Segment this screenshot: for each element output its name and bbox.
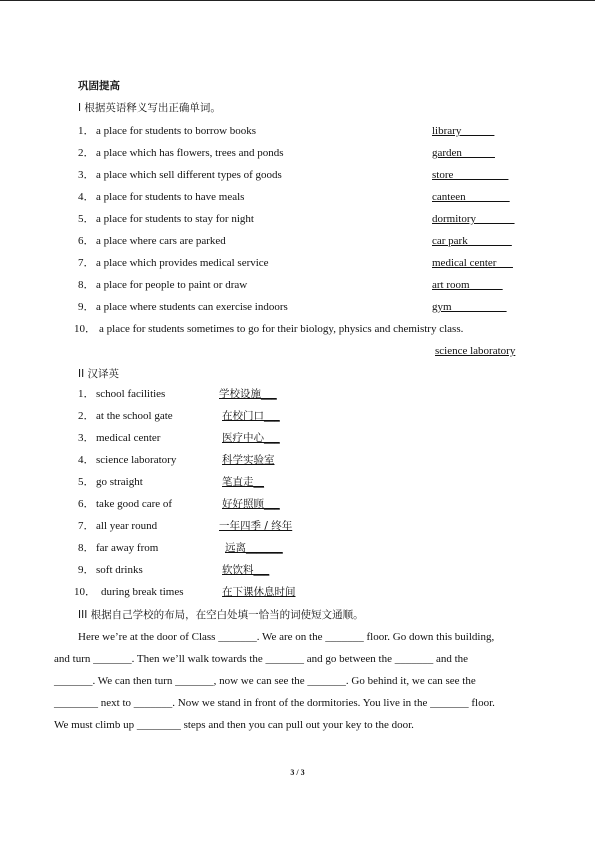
item-number: 5．: [78, 213, 95, 225]
item-number: 5．: [78, 476, 95, 488]
item-number: 6．: [78, 235, 95, 247]
part3-heading: III 根据自己学校的布局，在空白处填一恰当的词使短文通顺。: [78, 609, 364, 621]
passage-line: We must climb up ________ steps and then you can pull out your key to the door.: [54, 719, 414, 731]
english-phrase: soft drinks: [96, 564, 143, 576]
chinese-translation: 一年四季 / 终年: [219, 520, 293, 532]
section-title: 巩固提高: [78, 80, 120, 92]
english-phrase: during break times: [101, 586, 184, 598]
definition-text: a place where cars are parked: [96, 235, 226, 247]
item-number: 7．: [78, 520, 95, 532]
item-number: 7．: [78, 257, 95, 269]
chinese-translation: 好好照顾___: [222, 498, 280, 510]
definition-text: a place for students sometimes to go for their biology, physics and chemistry class.: [99, 323, 464, 335]
english-phrase: school facilities: [96, 388, 166, 400]
english-phrase: take good care of: [96, 498, 173, 510]
chinese-translation: 笔直走__: [222, 476, 264, 488]
definition-text: a place which has flowers, trees and ponds: [96, 147, 284, 159]
definition-text: a place for people to paint or draw: [96, 279, 248, 291]
definition-text: a place for students to stay for night: [96, 213, 254, 225]
english-phrase: go straight: [96, 476, 143, 488]
item-number: 8．: [78, 542, 95, 554]
item-number: 9．: [78, 301, 95, 313]
item-number: 1．: [78, 125, 95, 137]
passage-line: _______. We can then turn _______, now we can see the _______. Go behind it, we can see the: [54, 675, 476, 687]
item-number: 3．: [78, 169, 95, 181]
passage-line: Here we’re at the door of Class _______. We are on the _______ floor. Go down this building,: [78, 631, 495, 643]
item-number: 9．: [78, 564, 95, 576]
answer-word: medical center___: [432, 257, 513, 269]
page-number: 3 / 3: [290, 768, 305, 777]
english-phrase: medical center: [96, 432, 161, 444]
chinese-translation: 在下课休息时间: [222, 586, 296, 598]
answer-word: canteen________: [432, 191, 510, 203]
item-number: 10．: [74, 323, 96, 335]
passage-line: ________ next to _______. Now we stand in front of the dormitories. You live in the _______ floor.: [54, 697, 495, 709]
part3-passage: [54, 626, 542, 736]
chinese-translation: 医疗中心___: [222, 432, 280, 444]
item-number: 2．: [78, 147, 95, 159]
passage-line: and turn _______. Then we’ll walk towards the _______ and go between the _______ and the: [54, 653, 469, 665]
part1-heading: I 根据英语释义写出正确单词。: [78, 102, 221, 114]
item-number: 6．: [78, 498, 95, 510]
item-number: 10．: [74, 586, 96, 598]
answer-word: dormitory_______: [432, 213, 515, 225]
chinese-translation: 远离_______: [225, 542, 283, 554]
english-phrase: far away from: [96, 542, 159, 554]
answer-word: gym__________: [432, 301, 507, 313]
english-phrase: science laboratory: [96, 454, 177, 466]
definition-text: a place for students to borrow books: [96, 125, 257, 137]
chinese-translation: 科学实验室: [222, 454, 275, 466]
item-number: 8．: [78, 279, 95, 291]
item-number: 1．: [78, 388, 95, 400]
item-number: 2．: [78, 410, 95, 422]
chinese-translation: 软饮料___: [222, 564, 270, 576]
answer-word: car park________: [432, 235, 512, 247]
answer-word: garden______: [432, 147, 495, 159]
answer-word: science laboratory: [435, 345, 516, 357]
item-number: 3．: [78, 432, 95, 444]
page-top-rule: [0, 0, 595, 1]
answer-word: store__________: [432, 169, 509, 181]
definition-text: a place where students can exercise indoors: [96, 301, 288, 313]
item-number: 4．: [78, 191, 95, 203]
definition-text: a place which provides medical service: [96, 257, 269, 269]
answer-word: library______: [432, 125, 495, 137]
chinese-translation: 在校门口___: [222, 410, 280, 422]
part2-heading: II 汉译英: [78, 368, 120, 380]
item-number: 4．: [78, 454, 95, 466]
definition-text: a place which sell different types of goods: [96, 169, 282, 181]
chinese-translation: 学校设施___: [219, 388, 277, 400]
definition-text: a place for students to have meals: [96, 191, 245, 203]
english-phrase: all year round: [96, 520, 158, 532]
answer-word: art room______: [432, 279, 503, 291]
english-phrase: at the school gate: [96, 410, 173, 422]
